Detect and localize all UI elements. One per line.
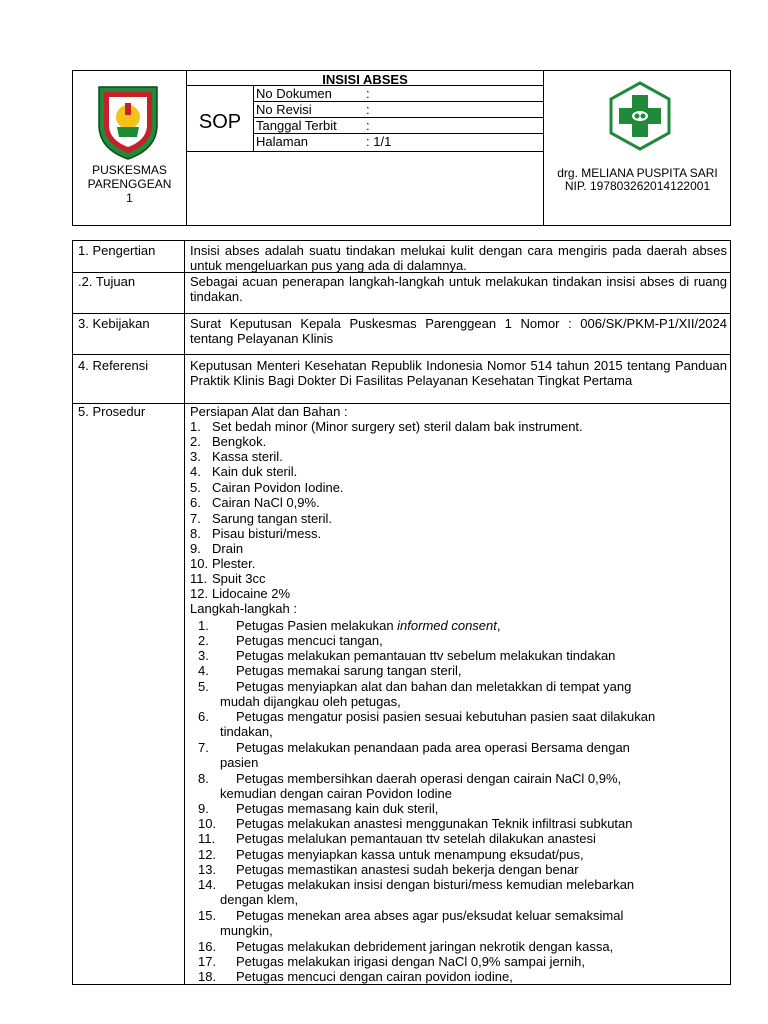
tool-number: 7. — [190, 511, 201, 526]
org-name-line: 1 — [126, 191, 133, 205]
step-text: mudah dijangkau oleh petugas, — [220, 694, 401, 709]
step-number: 7. — [198, 740, 209, 755]
tool-text: Cairan NaCl 0,9%. — [212, 495, 320, 510]
step-text: mungkin, — [220, 923, 273, 938]
step-text: Petugas melakukan debridement jaringan nekrotik dengan kassa, — [236, 939, 614, 954]
tool-text: Plester. — [212, 556, 256, 571]
signer-block — [543, 167, 732, 193]
step-text: Petugas mencuci dengan cairan povidon iodine, — [236, 969, 513, 984]
tool-text: Cairan Povidon Iodine. — [212, 480, 344, 495]
tool-number: 11. — [190, 571, 208, 586]
label-column-divider — [184, 241, 185, 984]
step-number: 17. — [198, 954, 217, 969]
section-label-kebijakan: 3. Kebijakan — [78, 316, 150, 331]
tool-number: 4. — [190, 464, 201, 479]
sop-content-table — [72, 240, 731, 985]
org-name-line: PUSKESMAS — [92, 163, 167, 177]
step-number: 9. — [198, 801, 209, 816]
tool-text: Bengkok. — [212, 434, 267, 449]
step-number: 15. — [198, 908, 217, 923]
tool-number: 5. — [190, 480, 201, 495]
tool-number: 1. — [190, 419, 201, 434]
puskesmas-logo — [605, 81, 675, 151]
step-text: Petugas mencuci tangan, — [236, 633, 383, 648]
section-label-prosedur: 5. Prosedur — [78, 404, 146, 419]
meta-value: : 1/1 — [366, 134, 392, 149]
document-title: INSISI ABSES — [322, 72, 408, 87]
meta-value: : — [366, 102, 370, 117]
header-divider — [543, 71, 544, 225]
tool-text: Kain duk steril. — [212, 464, 298, 479]
regional-emblem-logo — [93, 81, 163, 161]
tool-text: Sarung tangan steril. — [212, 511, 332, 526]
section-label-referensi: 4. Referensi — [78, 358, 149, 373]
step-number: 18. — [198, 969, 217, 984]
meta-label: No Revisi — [256, 102, 312, 117]
meta-label: No Dokumen — [256, 86, 332, 101]
meta-line — [186, 151, 543, 152]
step-text: dengan klem, — [220, 892, 299, 907]
step-text-italic: informed consent — [397, 618, 497, 633]
step-number: 14. — [198, 877, 217, 892]
section-label-tujuan: .2. Tujuan — [78, 274, 136, 289]
step-number: 11. — [198, 831, 216, 846]
tool-text: Pisau bisturi/mess. — [212, 526, 322, 541]
step-text: Petugas melakukan insisi dengan bisturi/mess kemudian melebarkan — [236, 877, 635, 892]
section-text-referensi: Keputusan Menteri Kesehatan Republik Indonesia Nomor 514 tahun 2015 tentang Panduan Praktik Klinis Bagi Dokter Di Fasilitas Pelayanan Kesehatan Tingkat Pertama — [190, 358, 727, 388]
tool-number: 2. — [190, 434, 201, 449]
step-text: Petugas membersihkan daerah operasi dengan cairain NaCl 0,9%, — [236, 771, 622, 786]
step-text-part: Petugas Pasien melakukan — [236, 618, 398, 633]
step-text: Petugas melakukan penandaan pada area operasi Bersama dengan — [236, 740, 630, 755]
tool-text: Lidocaine 2% — [212, 586, 291, 601]
tool-text: Drain — [212, 541, 244, 556]
sop-label: SOP — [198, 111, 242, 133]
step-number: 12. — [198, 847, 217, 862]
prep-heading: Persiapan Alat dan Bahan : — [190, 404, 348, 419]
step-text: Petugas memasang kain duk steril, — [236, 801, 439, 816]
section-text-pengertian: Insisi abses adalah suatu tindakan melukai kulit dengan cara mengiris pada daerah abses untuk mengeluarkan pus yang ada di dalamnya. — [190, 243, 727, 273]
tool-number: 3. — [190, 449, 201, 464]
meta-label: Tanggal Terbit — [256, 118, 337, 133]
tool-text: Kassa steril. — [212, 449, 283, 464]
step-text — [236, 618, 727, 633]
step-text: Petugas memakai sarung tangan steril, — [236, 663, 462, 678]
signer-nip: NIP. 197803262014122001 — [564, 179, 711, 193]
tool-number: 8. — [190, 526, 201, 541]
tool-number: 6. — [190, 495, 201, 510]
step-text: Petugas melakukan pemantauan ttv sebelum melakukan tindakan — [236, 648, 616, 663]
tool-text: Set bedah minor (Minor surgery set) steril dalam bak instrument. — [212, 419, 583, 434]
step-text: kemudian dengan cairan Povidon Iodine — [220, 786, 453, 801]
step-number: 13. — [198, 862, 217, 877]
step-text: Petugas melakukan anastesi menggunakan Teknik infiltrasi subkutan — [236, 816, 633, 831]
header-divider — [186, 71, 187, 225]
step-text: Petugas mengatur posisi pasien sesuai kebutuhan pasien saat dilakukan — [236, 709, 656, 724]
tool-number: 12. — [190, 586, 209, 601]
row-divider — [73, 354, 730, 355]
step-text: Petugas menekan area abses agar pus/eksudat keluar semaksimal — [236, 908, 624, 923]
signer-name: drg. MELIANA PUSPITA SARI — [557, 166, 718, 180]
org-name-line: PARENGGEAN — [87, 177, 172, 191]
step-text: Petugas melalukan pemantauan ttv setelah dilakukan anastesi — [236, 831, 596, 846]
section-label-pengertian: 1. Pengertian — [78, 243, 156, 258]
meta-label: Halaman — [256, 134, 309, 149]
section-text-kebijakan: Surat Keputusan Kepala Puskesmas Parenggean 1 Nomor : 006/SK/PKM-P1/XII/2024 tentang Pelayanan Klinis — [190, 316, 727, 346]
organization-name — [73, 163, 186, 205]
step-number: 16. — [198, 939, 217, 954]
sop-header — [72, 70, 731, 226]
step-text: Petugas menyiapkan kassa untuk menampung eksudat/pus, — [236, 847, 584, 862]
tool-number: 9. — [190, 541, 201, 556]
step-text: tindakan, — [220, 724, 273, 739]
step-number: 2. — [198, 633, 209, 648]
step-text: Petugas melakukan irigasi dengan NaCl 0,9% sampai jernih, — [236, 954, 586, 969]
tool-text: Spuit 3cc — [212, 571, 266, 586]
step-text-part: , — [496, 618, 501, 633]
step-text: Petugas memastikan anastesi sudah bekerja dengan benar — [236, 862, 579, 877]
section-text-tujuan: Sebagai acuan penerapan langkah-langkah untuk melakukan tindakan insisi abses di ruang tindakan. — [190, 274, 727, 304]
step-number: 8. — [198, 771, 209, 786]
tool-number: 10. — [190, 556, 209, 571]
step-number: 6. — [198, 709, 209, 724]
meta-value: : — [366, 118, 370, 133]
row-divider — [73, 313, 730, 314]
step-number: 1. — [198, 618, 209, 633]
step-number: 4. — [198, 663, 209, 678]
step-text: Petugas menyiapkan alat dan bahan dan meletakkan di tempat yang — [236, 679, 632, 694]
step-text: pasien — [220, 755, 259, 770]
step-number: 5. — [198, 679, 209, 694]
step-number: 3. — [198, 648, 209, 663]
step-number: 10. — [198, 816, 217, 831]
meta-divider — [253, 85, 254, 151]
meta-value: : — [366, 86, 370, 101]
steps-heading: Langkah-langkah : — [190, 601, 297, 616]
